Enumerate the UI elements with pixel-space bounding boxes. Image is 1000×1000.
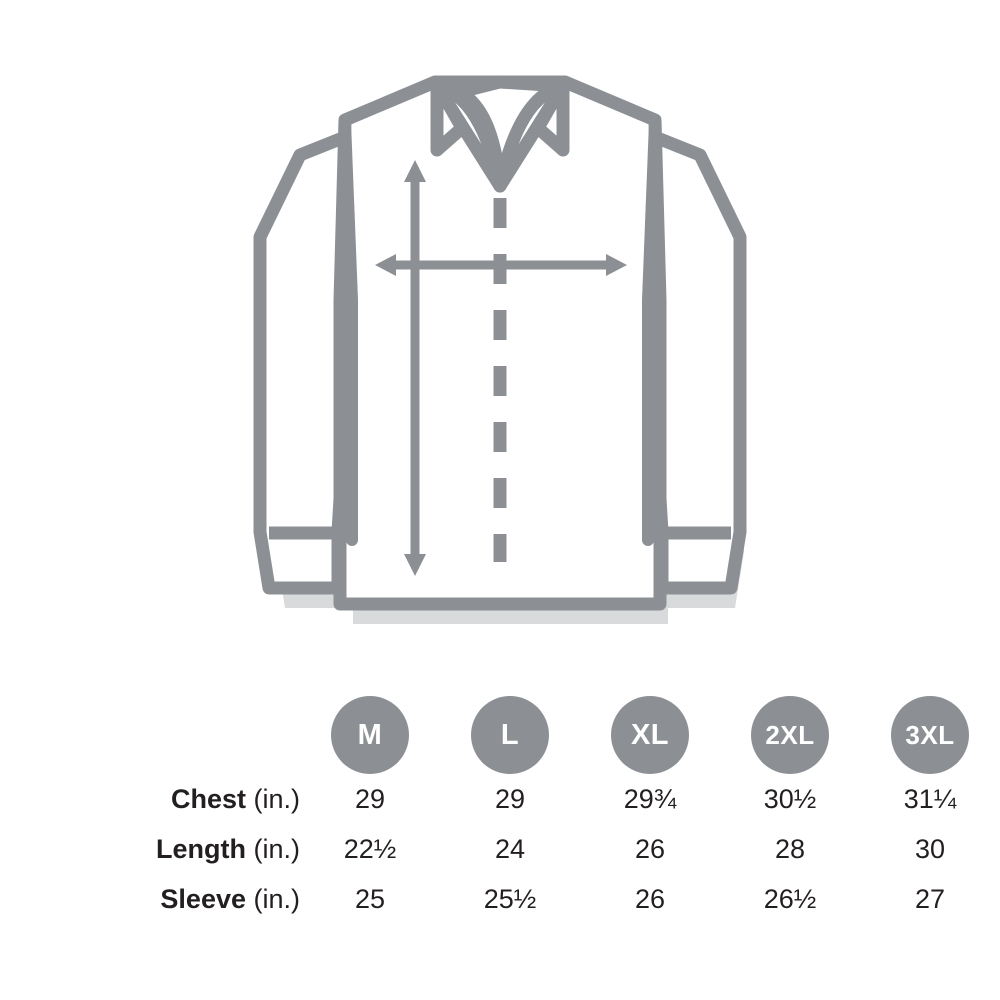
cell-chest-l: 29 [494,783,526,814]
row-label-chest-unit: (in.) [246,783,300,814]
table-row-sleeve [0,874,1000,924]
size-header-xl [580,668,720,774]
row-label-length-name: Length [156,833,246,864]
row-label-sleeve-name: Sleeve [160,883,246,914]
size-badge-3xl: 3XL [891,696,969,774]
size-chart-table [0,668,1000,924]
row-label-sleeve-unit: (in.) [246,883,300,914]
size-header-3xl [860,668,1000,774]
size-header-l [440,668,580,774]
cell-length-3xl: 30 [914,833,946,864]
size-header-row [0,668,1000,774]
table-row-chest [0,774,1000,824]
row-label-sleeve [0,874,300,924]
cell-chest-xl: 29¾ [623,783,677,814]
cell-sleeve-3xl: 27 [914,883,946,914]
cell-length-xl: 26 [634,833,666,864]
size-header-m [300,668,440,774]
cell-length-l: 24 [494,833,526,864]
cell-sleeve-l: 25½ [483,883,537,914]
cell-length-m: 22½ [343,833,397,864]
row-label-chest [0,774,300,824]
row-label-chest-name: Chest [170,783,246,814]
header-empty-cell [0,668,300,774]
cell-chest-2xl: 30½ [763,783,817,814]
cell-sleeve-2xl: 26½ [763,883,817,914]
cell-sleeve-m: 25 [354,883,386,914]
size-badge-2xl: 2XL [751,696,829,774]
table-row-length [0,824,1000,874]
row-label-length-unit: (in.) [246,833,300,864]
size-badge-xl: XL [611,696,689,774]
row-label-length [0,824,300,874]
cell-sleeve-xl: 26 [634,883,666,914]
cell-length-2xl: 28 [774,833,806,864]
size-badge-l: L [471,696,549,774]
size-badge-m: M [331,696,409,774]
shirt-outline [260,82,740,604]
size-header-2xl [720,668,860,774]
cell-chest-3xl: 31¼ [903,783,957,814]
cell-chest-m: 29 [354,783,386,814]
